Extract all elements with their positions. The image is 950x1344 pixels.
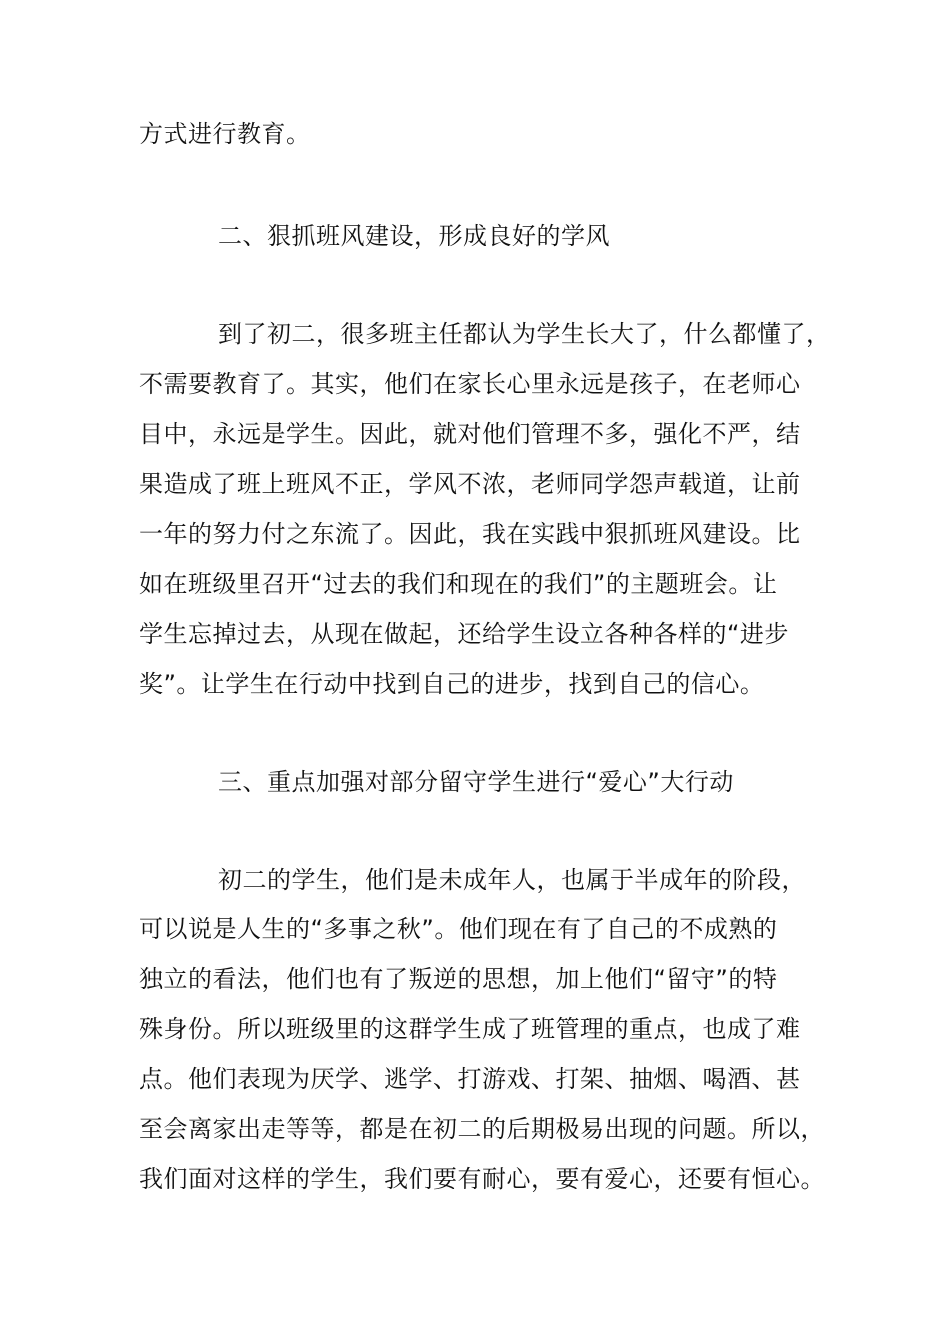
section2-line-7: 学生忘掉过去，从现在做起，还给学生设立各种各样的“进步 (139, 620, 789, 648)
section-heading-2: 二、狠抓班风建设，形成良好的学风 (218, 222, 610, 250)
section3-line-3: 独立的看法，他们也有了叛逆的思想，加上他们“留守”的特 (139, 965, 778, 993)
section3-line-6: 至会离家出走等等，都是在初二的后期极易出现的问题。所以， (139, 1115, 825, 1143)
section3-line-4: 殊身份。所以班级里的这群学生成了班管理的重点，也成了难 (139, 1015, 801, 1043)
section2-line-5: 一年的努力付之东流了。因此，我在实践中狠抓班风建设。比 (139, 520, 801, 548)
paragraph-continuation: 方式进行教育。 (139, 120, 311, 148)
section2-line-6: 如在班级里召开“过去的我们和现在的我们”的主题班会。让 (139, 570, 778, 598)
section2-line-8: 奖”。让学生在行动中找到自己的进步，找到自己的信心。 (139, 670, 765, 698)
section3-line-7: 我们面对这样的学生，我们要有耐心，要有爱心，还要有恒心。 (139, 1165, 825, 1193)
section-heading-3: 三、重点加强对部分留守学生进行“爱心”大行动 (218, 768, 734, 796)
section2-line-2: 不需要教育了。其实，他们在家长心里永远是孩子，在老师心 (139, 370, 801, 398)
section3-line-2: 可以说是人生的“多事之秋”。他们现在有了自己的不成熟的 (139, 915, 778, 943)
section2-line-3: 目中，永远是学生。因此，就对他们管理不多，强化不严，结 (139, 420, 801, 448)
section2-line-1: 到了初二，很多班主任都认为学生长大了，什么都懂了， (218, 320, 831, 348)
section3-line-5: 点。他们表现为厌学、逃学、打游戏、打架、抽烟、喝酒、甚 (139, 1065, 801, 1093)
section3-line-1: 初二的学生，他们是未成年人，也属于半成年的阶段， (218, 866, 806, 894)
section2-line-4: 果造成了班上班风不正，学风不浓，老师同学怨声载道，让前 (139, 470, 801, 498)
